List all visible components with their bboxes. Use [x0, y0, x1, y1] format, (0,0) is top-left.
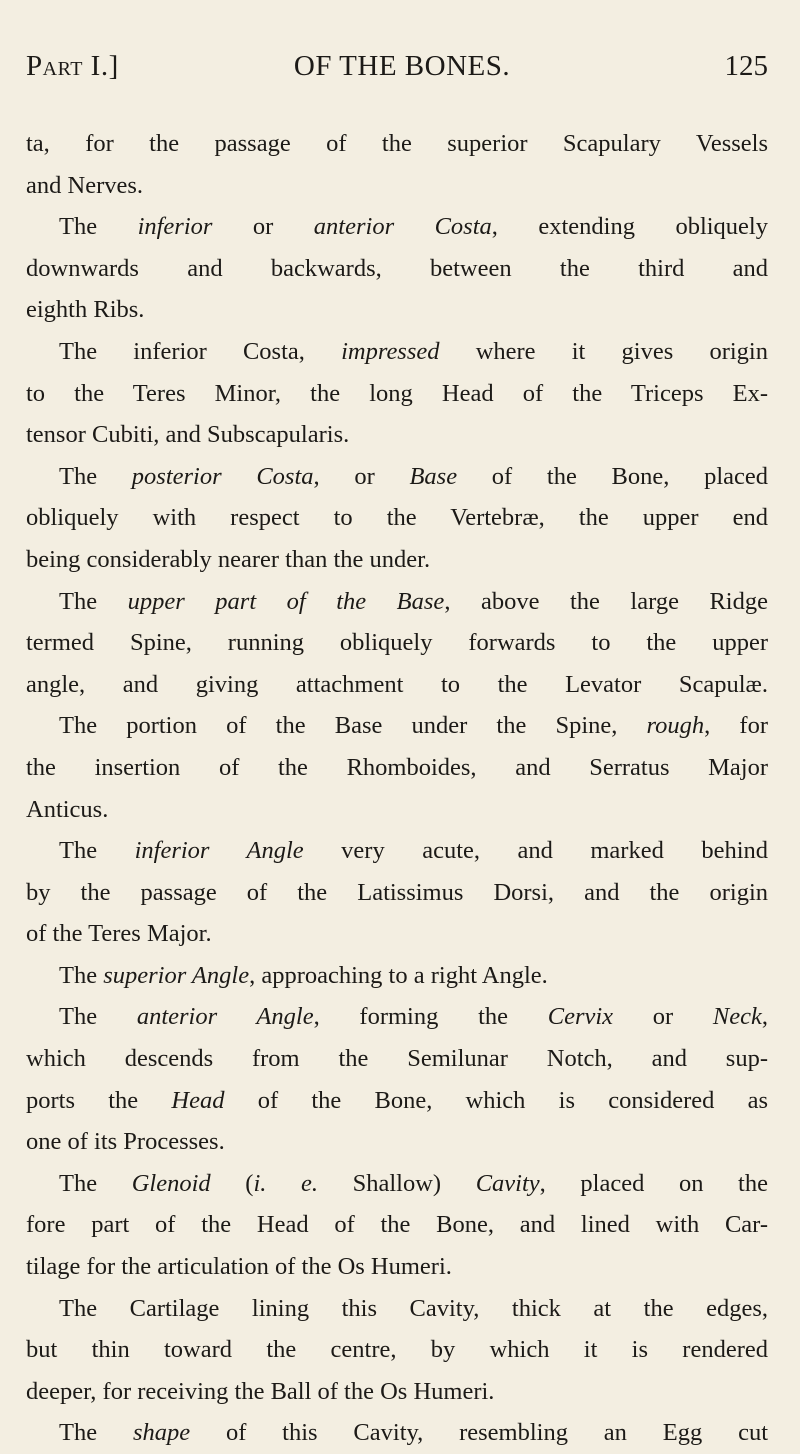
italic-term: impressed	[341, 337, 440, 365]
text-line	[26, 1246, 768, 1288]
italic-term: Glenoid	[131, 1169, 211, 1197]
italic-term: i. e.	[253, 1169, 318, 1197]
text-line	[26, 955, 768, 997]
text-segment: by the passage of the Latissimus Dorsi, and the origin	[26, 878, 768, 906]
text-segment: fore part of the Head of the Bone, and lined with Car-	[26, 1211, 768, 1239]
text-segment: , above the large Ridge	[444, 587, 768, 615]
text-segment: the insertion of the Rhomboides, and Serratus Major	[26, 753, 768, 781]
text-segment: deeper, for receiving the Ball of the Os Humeri.	[26, 1377, 495, 1405]
text-line	[26, 414, 768, 456]
text-segment: where it gives origin	[439, 337, 768, 365]
text-line	[26, 1080, 768, 1122]
part-label: Part I.]	[26, 50, 119, 82]
italic-term: shape	[132, 1419, 191, 1447]
text-segment: , extending obliquely	[491, 213, 768, 241]
text-segment: The	[59, 1169, 132, 1197]
text-segment: Anticus.	[26, 795, 109, 823]
text-line	[26, 331, 768, 373]
text-segment: of the Bone, placed	[457, 462, 768, 490]
text-segment: The	[59, 213, 138, 241]
text-segment: very acute, and marked behind	[303, 837, 769, 865]
text-line	[26, 289, 768, 331]
text-line	[26, 539, 768, 581]
text-segment: obliquely with respect to the Vertebræ, the upper end	[26, 504, 768, 532]
text-segment: , forming the	[313, 1003, 548, 1031]
italic-term: Cavity	[475, 1169, 540, 1197]
text-segment: , for	[704, 712, 768, 740]
text-line	[26, 1163, 768, 1205]
italic-term: inferior	[137, 213, 213, 241]
text-line	[26, 996, 768, 1038]
text-line	[26, 165, 768, 207]
text-segment: The portion of the Base under the Spine,	[59, 712, 647, 740]
text-segment: one of its Processes.	[26, 1128, 225, 1156]
italic-term: superior Angle	[103, 961, 250, 989]
text-line	[26, 705, 768, 747]
text-segment: (	[210, 1169, 254, 1197]
text-line	[26, 872, 768, 914]
text-line	[26, 1371, 768, 1413]
text-segment: ta, for the passage of the superior Scapulary Vessels	[26, 130, 768, 157]
text-segment: but thin toward the centre, by which it is rendered	[26, 1336, 768, 1364]
text-segment: termed Spine, running obliquely forwards to the upper	[26, 629, 768, 657]
page-number: 125	[724, 50, 768, 82]
text-line	[26, 1204, 768, 1246]
text-line	[26, 456, 768, 498]
text-segment: downwards and backwards, between the third and	[26, 254, 768, 282]
text-line	[26, 830, 768, 872]
text-line	[26, 1038, 768, 1080]
text-segment: of the Bone, which is considered as	[224, 1086, 768, 1114]
italic-term: upper part of the Base	[127, 587, 445, 615]
text-segment: The	[59, 1003, 137, 1031]
text-segment: Shallow)	[317, 1169, 476, 1197]
text-line	[26, 1412, 768, 1454]
text-segment: The	[59, 462, 132, 490]
text-segment: , approaching to a right Angle.	[249, 961, 548, 989]
italic-term: Cervix	[547, 1003, 614, 1031]
text-segment: , placed on the	[539, 1169, 768, 1197]
text-segment: of this Cavity, resembling an Egg cut	[190, 1419, 769, 1447]
text-segment: angle, and giving attachment to the Levator Scapulæ.	[26, 670, 768, 698]
body-text	[26, 123, 768, 1454]
text-line	[26, 248, 768, 290]
italic-term: posterior Costa	[131, 462, 314, 490]
text-line	[26, 206, 768, 248]
text-line	[26, 373, 768, 415]
running-header	[26, 44, 768, 88]
text-line	[26, 123, 768, 165]
text-segment: The	[59, 587, 128, 615]
text-segment: tensor Cubiti, and Subscapularis.	[26, 421, 350, 449]
text-line	[26, 497, 768, 539]
text-segment: The	[59, 837, 135, 865]
text-segment: The inferior Costa,	[59, 337, 342, 365]
text-segment: which descends from the Semilunar Notch, and sup-	[26, 1045, 768, 1073]
text-segment: , or	[313, 462, 410, 490]
text-line	[26, 913, 768, 955]
italic-term: Head	[171, 1086, 225, 1114]
text-line	[26, 747, 768, 789]
text-segment: The Cartilage lining this Cavity, thick at the edges,	[59, 1294, 768, 1322]
text-segment: The	[59, 961, 104, 989]
text-segment: tilage for the articulation of the Os Humeri.	[26, 1253, 452, 1281]
text-segment: of the Teres Major.	[26, 920, 212, 948]
italic-term: anterior Costa	[313, 213, 492, 241]
italic-term: anterior Angle	[136, 1003, 314, 1031]
italic-term: Base	[409, 462, 458, 490]
text-segment: ports the	[26, 1086, 172, 1114]
text-line	[26, 1121, 768, 1163]
text-line	[26, 664, 768, 706]
text-line	[26, 1288, 768, 1330]
text-segment: or	[613, 1003, 713, 1031]
italic-term: inferior Angle	[134, 837, 304, 865]
text-segment: or	[212, 213, 314, 241]
text-segment: being considerably nearer than the under.	[26, 545, 431, 573]
text-segment: to the Teres Minor, the long Head of the Triceps Ex-	[26, 379, 768, 407]
text-segment: ,	[761, 1003, 768, 1031]
italic-term: rough	[646, 712, 705, 740]
chapter-title: OF THE BONES.	[293, 50, 511, 82]
text-line	[26, 1329, 768, 1371]
text-segment: The	[59, 1419, 133, 1447]
text-line	[26, 622, 768, 664]
text-line	[26, 581, 768, 623]
text-segment: and Nerves.	[26, 171, 144, 199]
text-line	[26, 789, 768, 831]
italic-term: Neck	[712, 1003, 762, 1031]
text-segment: eighth Ribs.	[26, 296, 145, 324]
